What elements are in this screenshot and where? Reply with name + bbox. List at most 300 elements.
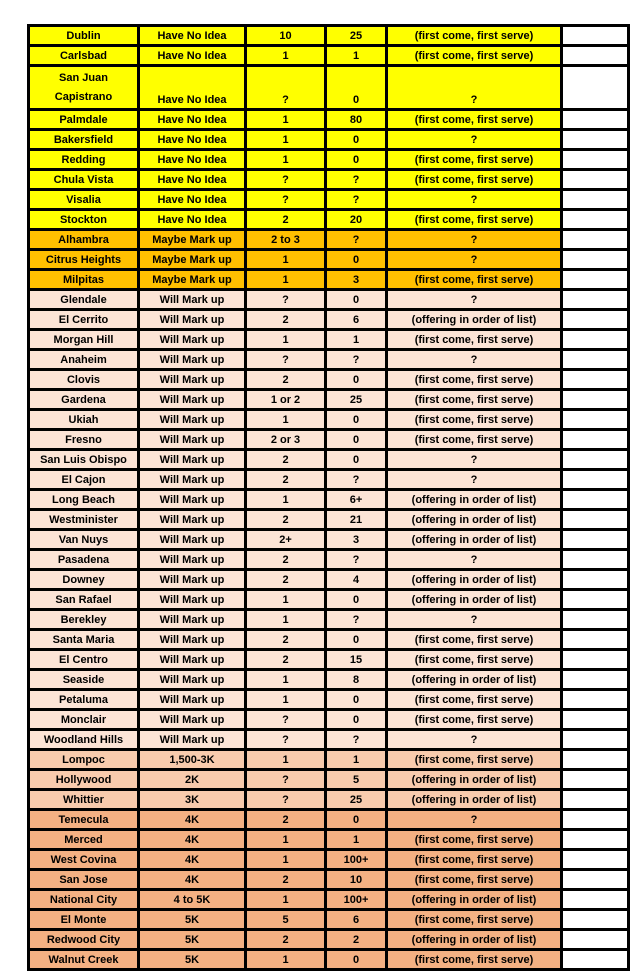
cell-qty-b[interactable]: 0	[326, 630, 387, 650]
cell-qty-b[interactable]: 8	[326, 670, 387, 690]
cell-city[interactable]: Alhambra	[29, 230, 139, 250]
cell-city[interactable]: Lompoc	[29, 750, 139, 770]
cell-city[interactable]: San Rafael	[29, 590, 139, 610]
cell-city[interactable]: Clovis	[29, 370, 139, 390]
cell-willingness[interactable]: 5K	[139, 930, 246, 950]
cell-empty[interactable]	[562, 410, 629, 430]
table-row	[29, 130, 629, 150]
cell-empty[interactable]	[562, 790, 629, 810]
cell-qty-b[interactable]: 25	[326, 26, 387, 46]
cell-empty[interactable]	[562, 670, 629, 690]
cell-empty[interactable]	[562, 26, 629, 46]
cell-city[interactable]: San Juan Capistrano	[29, 66, 139, 110]
table-row	[29, 830, 629, 850]
cell-qty-a[interactable]: 2+	[246, 530, 326, 550]
cell-city[interactable]: Pasadena	[29, 550, 139, 570]
cell-willingness[interactable]: Will Mark up	[139, 550, 246, 570]
table-row	[29, 950, 629, 970]
table-row	[29, 470, 629, 490]
cell-qty-b[interactable]: 20	[326, 210, 387, 230]
cell-qty-b[interactable]: 6	[326, 910, 387, 930]
cell-empty[interactable]	[562, 470, 629, 490]
cell-empty[interactable]	[562, 870, 629, 890]
table-row	[29, 750, 629, 770]
table-row	[29, 190, 629, 210]
cell-qty-b[interactable]: 25	[326, 790, 387, 810]
cell-empty[interactable]	[562, 390, 629, 410]
cell-willingness[interactable]: 5K	[139, 910, 246, 930]
cell-empty[interactable]	[562, 690, 629, 710]
cell-method[interactable]: (offering in order of list)	[387, 670, 562, 690]
table-row	[29, 870, 629, 890]
cell-city[interactable]: Westminister	[29, 510, 139, 530]
cell-empty[interactable]	[562, 930, 629, 950]
cell-qty-b[interactable]: 0	[326, 410, 387, 430]
cell-qty-b[interactable]: 21	[326, 510, 387, 530]
cell-method[interactable]: (offering in order of list)	[387, 530, 562, 550]
cell-city[interactable]: Redwood City	[29, 930, 139, 950]
cell-empty[interactable]	[562, 890, 629, 910]
cell-qty-a[interactable]: 2	[246, 870, 326, 890]
cell-qty-b[interactable]: 0	[326, 590, 387, 610]
cell-method[interactable]: (first come, first serve)	[387, 370, 562, 390]
cell-city[interactable]: Woodland Hills	[29, 730, 139, 750]
cell-method[interactable]: (first come, first serve)	[387, 910, 562, 930]
table-row	[29, 930, 629, 950]
cell-willingness[interactable]: 4K	[139, 830, 246, 850]
cell-city[interactable]: Anaheim	[29, 350, 139, 370]
cell-method[interactable]: ?	[387, 550, 562, 570]
cell-empty[interactable]	[562, 770, 629, 790]
cell-willingness[interactable]: Will Mark up	[139, 490, 246, 510]
table-row	[29, 690, 629, 710]
cell-method[interactable]: (first come, first serve)	[387, 950, 562, 970]
cell-empty[interactable]	[562, 490, 629, 510]
cell-method[interactable]: (first come, first serve)	[387, 210, 562, 230]
cell-qty-b[interactable]: 100+	[326, 850, 387, 870]
table-body	[29, 26, 629, 970]
cell-willingness[interactable]: Will Mark up	[139, 410, 246, 430]
cell-method[interactable]: (first come, first serve)	[387, 390, 562, 410]
cell-method[interactable]: ?	[387, 730, 562, 750]
cell-method[interactable]: (first come, first serve)	[387, 330, 562, 350]
cell-qty-b[interactable]: 0	[326, 450, 387, 470]
cell-qty-b[interactable]: 2	[326, 930, 387, 950]
cell-city[interactable]: Monclair	[29, 710, 139, 730]
cell-method[interactable]: (first come, first serve)	[387, 710, 562, 730]
cell-qty-a[interactable]: 1	[246, 410, 326, 430]
cell-empty[interactable]	[562, 450, 629, 470]
cell-willingness[interactable]: 5K	[139, 950, 246, 970]
cell-city[interactable]: Ukiah	[29, 410, 139, 430]
cell-city[interactable]: Seaside	[29, 670, 139, 690]
cell-qty-a[interactable]: 1	[246, 590, 326, 610]
cell-qty-a[interactable]: 1	[246, 490, 326, 510]
cell-qty-a[interactable]: 2	[246, 810, 326, 830]
cell-qty-a[interactable]: ?	[246, 790, 326, 810]
cell-willingness[interactable]: Will Mark up	[139, 510, 246, 530]
cell-method[interactable]: (first come, first serve)	[387, 830, 562, 850]
cell-empty[interactable]	[562, 290, 629, 310]
cell-method[interactable]: (first come, first serve)	[387, 170, 562, 190]
cell-method[interactable]: (first come, first serve)	[387, 270, 562, 290]
cell-method[interactable]: (first come, first serve)	[387, 110, 562, 130]
cell-qty-a[interactable]: ?	[246, 770, 326, 790]
cell-empty[interactable]	[562, 730, 629, 750]
cell-willingness[interactable]: Will Mark up	[139, 690, 246, 710]
cell-method[interactable]: (first come, first serve)	[387, 26, 562, 46]
cell-qty-b[interactable]: 6	[326, 310, 387, 330]
cell-qty-b[interactable]: 1	[326, 330, 387, 350]
cell-qty-b[interactable]: 0	[326, 430, 387, 450]
cell-willingness[interactable]: Have No Idea	[139, 110, 246, 130]
cell-city[interactable]: Merced	[29, 830, 139, 850]
cell-willingness[interactable]: Have No Idea	[139, 150, 246, 170]
cell-empty[interactable]	[562, 430, 629, 450]
cell-city[interactable]: Redding	[29, 150, 139, 170]
cell-city[interactable]: Stockton	[29, 210, 139, 230]
table-row	[29, 170, 629, 190]
table-row	[29, 850, 629, 870]
cell-qty-b[interactable]: 3	[326, 530, 387, 550]
cell-city[interactable]: Santa Maria	[29, 630, 139, 650]
cell-qty-b[interactable]: ?	[326, 610, 387, 630]
cell-city[interactable]: Downey	[29, 570, 139, 590]
cell-qty-b[interactable]: 4	[326, 570, 387, 590]
cell-empty[interactable]	[562, 570, 629, 590]
cell-willingness[interactable]: Will Mark up	[139, 610, 246, 630]
cell-empty[interactable]	[562, 150, 629, 170]
cell-qty-b[interactable]: ?	[326, 170, 387, 190]
cell-qty-b[interactable]: ?	[326, 730, 387, 750]
cell-qty-a[interactable]: ?	[246, 190, 326, 210]
cell-method[interactable]: (first come, first serve)	[387, 46, 562, 66]
cell-willingness[interactable]: Will Mark up	[139, 670, 246, 690]
cell-qty-b[interactable]: 0	[326, 130, 387, 150]
table-row	[29, 730, 629, 750]
cell-method[interactable]: (first come, first serve)	[387, 150, 562, 170]
cell-willingness[interactable]: Will Mark up	[139, 390, 246, 410]
cell-city[interactable]: Dublin	[29, 26, 139, 46]
cell-city[interactable]: Morgan Hill	[29, 330, 139, 350]
cell-qty-b[interactable]: 0	[326, 250, 387, 270]
cell-qty-a[interactable]: 1	[246, 830, 326, 850]
cell-qty-a[interactable]: ?	[246, 170, 326, 190]
table-row	[29, 450, 629, 470]
cell-method[interactable]: (first come, first serve)	[387, 650, 562, 670]
cell-empty[interactable]	[562, 950, 629, 970]
cell-willingness[interactable]: 4K	[139, 810, 246, 830]
cell-willingness[interactable]: Will Mark up	[139, 630, 246, 650]
cell-qty-b[interactable]: ?	[326, 190, 387, 210]
table-row	[29, 670, 629, 690]
cell-empty[interactable]	[562, 710, 629, 730]
cell-empty[interactable]	[562, 170, 629, 190]
cell-qty-a[interactable]: 2	[246, 310, 326, 330]
cell-qty-b[interactable]: 6+	[326, 490, 387, 510]
cell-method[interactable]: (first come, first serve)	[387, 430, 562, 450]
cell-method[interactable]: ?	[387, 810, 562, 830]
cell-qty-b[interactable]: 0	[326, 810, 387, 830]
cell-willingness[interactable]: Maybe Mark up	[139, 230, 246, 250]
cell-city[interactable]: Carlsbad	[29, 46, 139, 66]
cell-willingness[interactable]: Will Mark up	[139, 290, 246, 310]
cell-qty-b[interactable]: 0	[326, 150, 387, 170]
cell-qty-b[interactable]: 10	[326, 870, 387, 890]
cell-qty-a[interactable]: 1	[246, 250, 326, 270]
cell-qty-a[interactable]: ?	[246, 350, 326, 370]
cell-willingness[interactable]: 1,500-3K	[139, 750, 246, 770]
cell-qty-b[interactable]: 0	[326, 370, 387, 390]
cell-willingness[interactable]: Have No Idea	[139, 66, 246, 110]
cell-method[interactable]: (offering in order of list)	[387, 310, 562, 330]
cell-empty[interactable]	[562, 550, 629, 570]
cell-willingness[interactable]: Will Mark up	[139, 710, 246, 730]
cell-qty-b[interactable]: ?	[326, 550, 387, 570]
cell-method[interactable]: (first come, first serve)	[387, 850, 562, 870]
cell-empty[interactable]	[562, 270, 629, 290]
cell-empty[interactable]	[562, 610, 629, 630]
cell-method[interactable]: ?	[387, 350, 562, 370]
cell-method[interactable]: (offering in order of list)	[387, 890, 562, 910]
cell-qty-a[interactable]: 2 to 3	[246, 230, 326, 250]
cell-qty-a[interactable]: 10	[246, 26, 326, 46]
cell-empty[interactable]	[562, 210, 629, 230]
cell-willingness[interactable]: Will Mark up	[139, 430, 246, 450]
cell-qty-a[interactable]: 2	[246, 570, 326, 590]
cell-empty[interactable]	[562, 830, 629, 850]
cell-qty-a[interactable]: ?	[246, 66, 326, 110]
cell-method[interactable]: (offering in order of list)	[387, 570, 562, 590]
cell-qty-b[interactable]: ?	[326, 230, 387, 250]
cell-city[interactable]: Gardena	[29, 390, 139, 410]
table-row	[29, 66, 629, 110]
cell-qty-b[interactable]: 1	[326, 750, 387, 770]
cell-city[interactable]: West Covina	[29, 850, 139, 870]
cell-qty-b[interactable]: 0	[326, 950, 387, 970]
cell-qty-a[interactable]: 1	[246, 150, 326, 170]
cell-city[interactable]: Milpitas	[29, 270, 139, 290]
cell-city[interactable]: Whittier	[29, 790, 139, 810]
cell-qty-a[interactable]: ?	[246, 710, 326, 730]
cell-empty[interactable]	[562, 850, 629, 870]
table-row	[29, 26, 629, 46]
cell-willingness[interactable]: Will Mark up	[139, 730, 246, 750]
cell-empty[interactable]	[562, 810, 629, 830]
cell-qty-a[interactable]: 1	[246, 46, 326, 66]
cell-city[interactable]: Visalia	[29, 190, 139, 210]
cell-method[interactable]: ?	[387, 470, 562, 490]
cell-qty-a[interactable]: 1	[246, 110, 326, 130]
cell-city[interactable]: Hollywood	[29, 770, 139, 790]
cell-willingness[interactable]: Have No Idea	[139, 130, 246, 150]
table-row	[29, 110, 629, 130]
cell-method[interactable]: ?	[387, 66, 562, 110]
cell-qty-a[interactable]: 1	[246, 890, 326, 910]
cell-city[interactable]: El Cerrito	[29, 310, 139, 330]
cell-willingness[interactable]: Will Mark up	[139, 570, 246, 590]
cell-empty[interactable]	[562, 910, 629, 930]
cell-city[interactable]: Walnut Creek	[29, 950, 139, 970]
cell-willingness[interactable]: Will Mark up	[139, 450, 246, 470]
cell-willingness[interactable]: Will Mark up	[139, 350, 246, 370]
cell-qty-a[interactable]: ?	[246, 290, 326, 310]
cell-empty[interactable]	[562, 350, 629, 370]
cell-qty-b[interactable]: 100+	[326, 890, 387, 910]
cell-qty-b[interactable]: 0	[326, 710, 387, 730]
cell-willingness[interactable]: Maybe Mark up	[139, 270, 246, 290]
cell-qty-b[interactable]: 5	[326, 770, 387, 790]
cell-willingness[interactable]: Will Mark up	[139, 470, 246, 490]
cell-qty-a[interactable]: 1	[246, 130, 326, 150]
cell-method[interactable]: ?	[387, 130, 562, 150]
cell-empty[interactable]	[562, 310, 629, 330]
cell-empty[interactable]	[562, 370, 629, 390]
cell-method[interactable]: (first come, first serve)	[387, 410, 562, 430]
cell-willingness[interactable]: Have No Idea	[139, 210, 246, 230]
cell-willingness[interactable]: Have No Idea	[139, 26, 246, 46]
cell-qty-b[interactable]: 3	[326, 270, 387, 290]
table-row	[29, 250, 629, 270]
cell-empty[interactable]	[562, 330, 629, 350]
cell-qty-a[interactable]: 1	[246, 330, 326, 350]
cell-city[interactable]: El Centro	[29, 650, 139, 670]
cell-city[interactable]: Bakersfield	[29, 130, 139, 150]
cell-willingness[interactable]: 4K	[139, 870, 246, 890]
cell-empty[interactable]	[562, 530, 629, 550]
cell-willingness[interactable]: Will Mark up	[139, 370, 246, 390]
cell-method[interactable]: (offering in order of list)	[387, 590, 562, 610]
cell-willingness[interactable]: Have No Idea	[139, 190, 246, 210]
cell-empty[interactable]	[562, 190, 629, 210]
cell-willingness[interactable]: Will Mark up	[139, 590, 246, 610]
cell-city[interactable]: National City	[29, 890, 139, 910]
cell-qty-b[interactable]: 0	[326, 690, 387, 710]
cell-method[interactable]: (first come, first serve)	[387, 750, 562, 770]
cell-qty-b[interactable]: 0	[326, 290, 387, 310]
cell-method[interactable]: (offering in order of list)	[387, 790, 562, 810]
cell-qty-b[interactable]: 0	[326, 66, 387, 110]
cell-city[interactable]: Berekley	[29, 610, 139, 630]
cell-method[interactable]: (offering in order of list)	[387, 930, 562, 950]
cell-qty-b[interactable]: ?	[326, 470, 387, 490]
cell-city[interactable]: San Jose	[29, 870, 139, 890]
cell-empty[interactable]	[562, 630, 629, 650]
cell-qty-a[interactable]: 1	[246, 750, 326, 770]
cell-method[interactable]: (first come, first serve)	[387, 630, 562, 650]
cell-willingness[interactable]: 3K	[139, 790, 246, 810]
cell-qty-a[interactable]: 2	[246, 370, 326, 390]
table-row	[29, 570, 629, 590]
cell-empty[interactable]	[562, 130, 629, 150]
cell-qty-a[interactable]: 2	[246, 210, 326, 230]
cell-qty-a[interactable]: 1 or 2	[246, 390, 326, 410]
cell-method[interactable]: ?	[387, 450, 562, 470]
cell-empty[interactable]	[562, 510, 629, 530]
cell-method[interactable]: ?	[387, 190, 562, 210]
cell-city[interactable]: El Monte	[29, 910, 139, 930]
cell-method[interactable]: ?	[387, 290, 562, 310]
table-row	[29, 710, 629, 730]
cell-empty[interactable]	[562, 590, 629, 610]
cell-qty-b[interactable]: 1	[326, 46, 387, 66]
cell-method[interactable]: (first come, first serve)	[387, 690, 562, 710]
cell-qty-a[interactable]: 2	[246, 550, 326, 570]
cell-willingness[interactable]: 4K	[139, 850, 246, 870]
cell-qty-a[interactable]: 2	[246, 630, 326, 650]
cell-willingness[interactable]: Maybe Mark up	[139, 250, 246, 270]
cell-qty-a[interactable]: 2 or 3	[246, 430, 326, 450]
cell-qty-a[interactable]: ?	[246, 730, 326, 750]
cell-qty-a[interactable]: 2	[246, 470, 326, 490]
cell-empty[interactable]	[562, 110, 629, 130]
cell-empty[interactable]	[562, 66, 629, 110]
cell-qty-b[interactable]: 25	[326, 390, 387, 410]
cell-willingness[interactable]: Will Mark up	[139, 330, 246, 350]
cell-qty-a[interactable]: 1	[246, 670, 326, 690]
cell-qty-a[interactable]: 1	[246, 950, 326, 970]
cell-qty-b[interactable]: 80	[326, 110, 387, 130]
cell-qty-a[interactable]: 1	[246, 850, 326, 870]
cell-method[interactable]: (offering in order of list)	[387, 770, 562, 790]
cell-willingness[interactable]: Have No Idea	[139, 46, 246, 66]
cell-qty-a[interactable]: 2	[246, 930, 326, 950]
cell-city[interactable]: Fresno	[29, 430, 139, 450]
cell-city[interactable]: San Luis Obispo	[29, 450, 139, 470]
cell-empty[interactable]	[562, 250, 629, 270]
cell-qty-a[interactable]: 1	[246, 690, 326, 710]
cell-city[interactable]: Citrus Heights	[29, 250, 139, 270]
cell-willingness[interactable]: Have No Idea	[139, 170, 246, 190]
cell-willingness[interactable]: Will Mark up	[139, 530, 246, 550]
cell-qty-b[interactable]: 15	[326, 650, 387, 670]
cell-qty-b[interactable]: 1	[326, 830, 387, 850]
cell-city[interactable]: Petaluma	[29, 690, 139, 710]
table-row	[29, 390, 629, 410]
cell-method[interactable]: ?	[387, 230, 562, 250]
cell-empty[interactable]	[562, 46, 629, 66]
cell-city[interactable]: Chula Vista	[29, 170, 139, 190]
cell-method[interactable]: ?	[387, 250, 562, 270]
cell-method[interactable]: (offering in order of list)	[387, 510, 562, 530]
cell-method[interactable]: (first come, first serve)	[387, 870, 562, 890]
cell-city[interactable]: Long Beach	[29, 490, 139, 510]
cell-willingness[interactable]: 2K	[139, 770, 246, 790]
table-row	[29, 810, 629, 830]
cell-qty-a[interactable]: 5	[246, 910, 326, 930]
cell-qty-a[interactable]: 1	[246, 610, 326, 630]
cell-city[interactable]: Glendale	[29, 290, 139, 310]
cell-qty-b[interactable]: ?	[326, 350, 387, 370]
cell-willingness[interactable]: 4 to 5K	[139, 890, 246, 910]
table-row	[29, 650, 629, 670]
cell-qty-a[interactable]: 2	[246, 510, 326, 530]
cell-willingness[interactable]: Will Mark up	[139, 650, 246, 670]
cell-method[interactable]: ?	[387, 610, 562, 630]
cell-city[interactable]: Temecula	[29, 810, 139, 830]
cell-willingness[interactable]: Will Mark up	[139, 310, 246, 330]
cell-method[interactable]: (offering in order of list)	[387, 490, 562, 510]
cell-city[interactable]: El Cajon	[29, 470, 139, 490]
cell-qty-a[interactable]: 1	[246, 270, 326, 290]
cell-city[interactable]: Van Nuys	[29, 530, 139, 550]
cell-city[interactable]: Palmdale	[29, 110, 139, 130]
cell-empty[interactable]	[562, 230, 629, 250]
cell-qty-a[interactable]: 2	[246, 650, 326, 670]
cell-qty-a[interactable]: 2	[246, 450, 326, 470]
cell-empty[interactable]	[562, 650, 629, 670]
cell-empty[interactable]	[562, 750, 629, 770]
